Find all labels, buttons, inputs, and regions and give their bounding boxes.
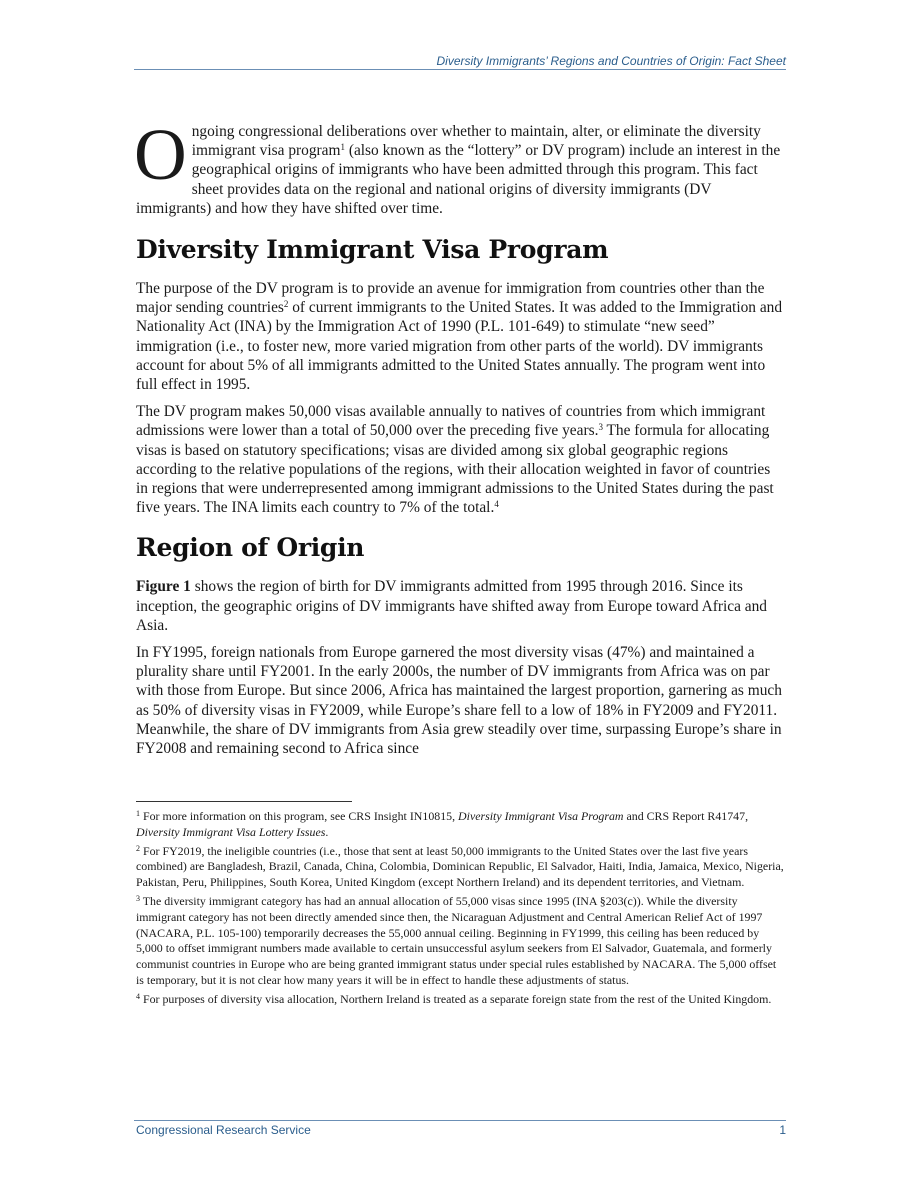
page-number: 1 [779,1123,786,1137]
footnote-1-text-b: and CRS Report R41747, [623,809,749,823]
dv-visas-text-2: The formula for allocating visas is based on statutory specifications; visas are divided among six global geographic regions according to the relative populations of the regions, with their allocation weighted in favor of countries in regions that were underrepresented among immigrant admissions to the United States during the past five years. The INA limits each country to 7% of the total. [136,422,774,517]
page-footer [136,1123,786,1137]
footnote-2-text: For FY2019, the ineligible countries (i.e., those that sent at least 50,000 immigrants to the United States over the last five years combined) are Bangladesh, Brazil, Canada, China, Colombia, Dominican Republic, El Salvador, Haiti, India, Jamaica, Mexico, Nigeria, Pakistan, Peru, Philippines, South Korea, United Kingdom (except Northern Ireland) and its dependent territories, and Vietnam. [136,843,784,890]
footnote-2-number: 2 [136,843,140,853]
footnote-ref-3[interactable]: 3 [598,422,603,433]
figure-1-reference[interactable]: Figure 1 [136,578,191,596]
footnote-1-text-a: For more information on this program, see CRS Insight IN10815, [140,809,459,823]
footer-rule [134,1120,786,1121]
footer-organization: Congressional Research Service [136,1123,311,1137]
dv-purpose-paragraph [136,279,786,394]
footnote-4 [136,992,786,1008]
footnote-4-text: For purposes of diversity visa allocation, Northern Ireland is treated as a separate foreign state from the rest of the United Kingdom. [140,991,772,1006]
main-content [134,114,786,766]
footnote-2 [136,844,786,891]
footnote-ref-1[interactable]: 1 [340,142,345,153]
footnote-1-text-c: . [325,824,329,839]
figure-intro-paragraph [136,577,786,635]
drop-cap: O [134,114,187,195]
figure-intro-text: shows the region of birth for DV immigrants admitted from 1995 through 2016. Since its inception, the geographic origins of DV immigrants have shifted away from Europe toward Africa and Asia. [136,578,767,634]
footnotes [136,809,786,1011]
header-rule [134,69,786,70]
footnote-separator [136,801,352,802]
footnote-ref-4[interactable]: 4 [494,499,499,510]
dv-visas-text-1: The DV program makes 50,000 visas available annually to natives of countries from which immigrant admissions were lower than a total of 50,000 over the preceding five years. [136,403,766,440]
footnote-3 [136,894,786,989]
section-heading-region-of-origin: Region of Origin [136,533,365,563]
intro-text-1: ngoing congressional deliberations over whether to maintain, alter, or eliminate the diversity immigrant visa program [191,123,761,160]
running-header: Diversity Immigrants’ Regions and Countries of Origin: Fact Sheet [436,54,786,68]
footnote-1-title-2: Diversity Immigrant Visa Lottery Issues [136,824,326,839]
section-heading-dv-program: Diversity Immigrant Visa Program [136,235,609,265]
footnote-1 [136,809,786,841]
intro-paragraph [134,114,786,218]
fy1995-paragraph: In FY1995, foreign nationals from Europe garnered the most diversity visas (47%) and maintained a plurality share until FY2001. In the early 2000s, the number of DV immigrants from Africa was on par with those from Europe. But since 2006, Africa has maintained the largest proportion, garnering as much as 50% of diversity visas in FY2009, while Europe’s share fell to a low of 18% in FY2009 and FY2011. Meanwhile, the share of DV immigrants from Asia grew steadily over time, surpassing Europe’s share in FY2008 and remaining second to Africa since [136,644,782,758]
footnote-3-text: The diversity immigrant category has had an annual allocation of 55,000 visas since 1995 (INA §203(c)). While the diversity immigrant category has not been directly amended since then, the Nicaraguan Adjustment and Central American Relief Act of 1997 (NACARA, P.L. 105-100) temporarily decreases the 55,000 annual ceiling. Beginning in FY1999, this ceiling has been reduced by 5,000 to offset immigrant numbers made available to certain unsuccessful asylum seekers from El Salvador, Guatemala, and formerly communist countries in Europe who are being granted immigrant status under special rules established by NACARA. The 5,000 offset is temporary, but it is not clear how many years it will be in effect to handle these adjustments of status. [136,893,777,987]
footnote-1-number: 1 [136,809,140,818]
dv-visas-paragraph [136,402,786,517]
dv-purpose-text-1: The purpose of the DV program is to provide an avenue for immigration from countries other than the major sending countries [136,280,765,317]
footnote-ref-2[interactable]: 2 [283,299,289,310]
intro-text-2: (also known as the “lottery” or DV program) include an interest in the geographical origins of immigrants who have been admitted through this program. This fact sheet provides data on the regional and national origins of diversity immigrants (DV immigrants) and how they have shifted over time. [136,142,781,217]
footnote-1-title-1: Diversity Immigrant Visa Program [458,809,624,823]
footnote-3-number: 3 [136,893,140,903]
dv-purpose-text-2: of current immigrants to the United States. It was added to the Immigration and Nationality Act (INA) by the Immigration Act of 1990 (P.L. 101-649) to stimulate “new seed” immigration (i.e., to foster new, more varied migration from other parts of the world). DV immigrants account for about 5% of all immigrants admitted to the United States annually. The program went into full effect in 1995. [136,299,783,394]
footnote-4-number: 4 [136,991,140,1001]
